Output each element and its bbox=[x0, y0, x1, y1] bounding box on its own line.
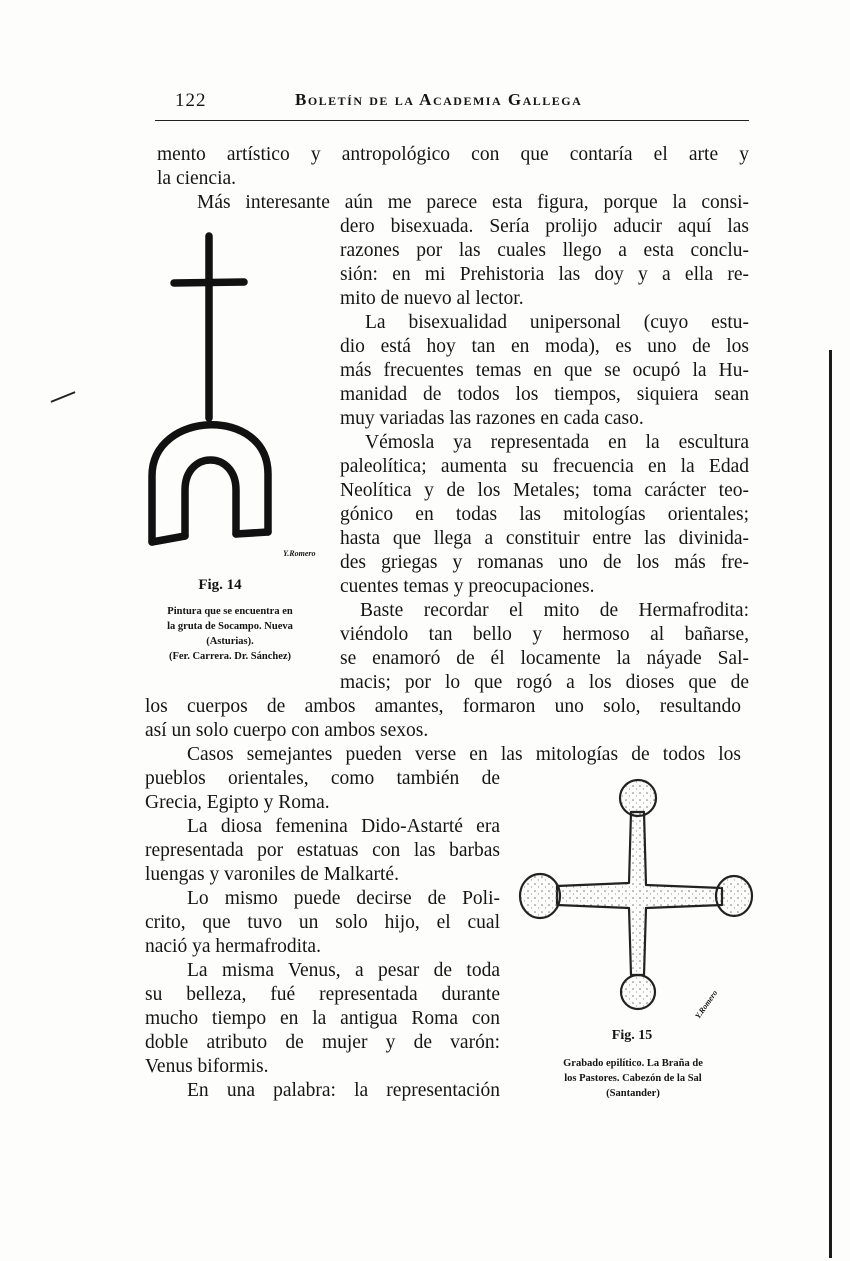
figure-14-drawing bbox=[140, 230, 290, 560]
text-line: des griegas y romanas uno de los más fre- bbox=[340, 552, 749, 573]
scan-margin-line bbox=[829, 350, 832, 1258]
figure-14-caption-line: (Asturias). bbox=[206, 636, 254, 647]
figure-15-signature: Y.Romero bbox=[693, 988, 720, 1021]
text-line: los cuerpos de ambos amantes, formaron uno solo, resultando bbox=[145, 696, 741, 717]
scan-stray-mark bbox=[51, 391, 76, 403]
figure-15-caption-line: los Pastores. Cabezón de la Sal bbox=[564, 1073, 702, 1084]
text-line: Grecia, Egipto y Roma. bbox=[145, 792, 330, 813]
text-line: La bisexualidad unipersonal (cuyo estu- bbox=[365, 312, 749, 333]
text-line: Neolítica y de los Metales; toma carácter teo- bbox=[340, 480, 749, 501]
text-line: Vémosla ya representada en la escultura bbox=[365, 432, 749, 453]
text-line: Más interesante aún me parece esta figura, porque la consi- bbox=[197, 192, 749, 213]
text-line: mento artístico y antropológico con que contaría el arte y bbox=[157, 144, 749, 165]
figure-14-signature: Y.Romero bbox=[283, 549, 316, 558]
text-line: mucho tiempo en la antigua Roma con bbox=[145, 1008, 500, 1029]
text-line: En una palabra: la representación bbox=[187, 1080, 500, 1101]
text-line: La diosa femenina Dido-Astarté era bbox=[187, 816, 500, 837]
header-rule bbox=[155, 120, 749, 121]
text-line: la ciencia. bbox=[157, 168, 237, 189]
text-line: así un solo cuerpo con ambos sexos. bbox=[145, 720, 429, 741]
text-line: paleolítica; aumenta su frecuencia en la Edad bbox=[340, 456, 749, 477]
text-line: hasta que llega a constituir entre las divinida- bbox=[340, 528, 749, 549]
text-line: mito de nuevo al lector. bbox=[340, 288, 524, 309]
text-line: su belleza, fué representada durante bbox=[145, 984, 500, 1005]
text-line: viéndolo tan bello y hermoso al bañarse, bbox=[340, 624, 749, 645]
text-line: muy variadas las razones en cada caso. bbox=[340, 408, 644, 429]
figure-14-caption-line: (Fer. Carrera. Dr. Sánchez) bbox=[168, 651, 292, 662]
text-line: dio está hoy tan en moda), es uno de los bbox=[340, 336, 749, 357]
page-number: 122 bbox=[175, 90, 207, 111]
text-line: doble atributo de mujer y de varón: bbox=[145, 1032, 500, 1053]
text-line: dero bisexuada. Sería prolijo aducir aquí las bbox=[340, 216, 749, 237]
text-line: pueblos orientales, como también de bbox=[145, 768, 500, 789]
text-line: Lo mismo puede decirse de Poli- bbox=[187, 888, 500, 909]
figure-14-label: Fig. 14 bbox=[198, 577, 242, 593]
text-line: macis; por lo que rogó a los dioses que de bbox=[340, 672, 749, 693]
text-line: crito, que tuvo un solo hijo, el cual bbox=[145, 912, 500, 933]
text-line: representada por estatuas con las barbas bbox=[145, 840, 500, 861]
figure-14-caption-line: Pintura que se encuentra en bbox=[167, 606, 293, 617]
text-line: Venus biformis. bbox=[145, 1056, 269, 1077]
text-line: cuentes temas y preocupaciones. bbox=[340, 576, 595, 597]
figure-15-drawing bbox=[512, 770, 757, 1020]
text-line: Baste recordar el mito de Hermafrodita: bbox=[360, 600, 749, 621]
text-line: se enamoró de él locamente la náyade Sal- bbox=[340, 648, 749, 669]
text-line: razones por las cuales llego a esta conclu- bbox=[340, 240, 749, 261]
text-line: manidad de todos los tiempos, siquiera sean bbox=[340, 384, 749, 405]
text-line: nació ya hermafrodita. bbox=[145, 936, 321, 957]
text-line: luengas y varoniles de Malkarté. bbox=[145, 864, 399, 885]
text-line: Casos semejantes pueden verse en las mitologías de todos los bbox=[187, 744, 741, 765]
figure-14-caption-line: la gruta de Socampo. Nueva bbox=[167, 621, 293, 632]
text-line: sión: en mi Prehistoria las doy y a ella re- bbox=[340, 264, 749, 285]
text-line: más frecuentes temas en que se ocupó la Hu- bbox=[340, 360, 749, 381]
running-title: Boletín de la Academia Gallega bbox=[295, 90, 583, 109]
figure-15-label: Fig. 15 bbox=[611, 1028, 653, 1043]
text-line: gónico en todas las mitologías orientales; bbox=[340, 504, 749, 525]
page-header bbox=[155, 90, 747, 114]
text-line: La misma Venus, a pesar de toda bbox=[187, 960, 500, 981]
figure-15-caption-line: (Santander) bbox=[606, 1088, 660, 1099]
figure-15-caption-line: Grabado epilítico. La Braña de bbox=[563, 1058, 703, 1069]
